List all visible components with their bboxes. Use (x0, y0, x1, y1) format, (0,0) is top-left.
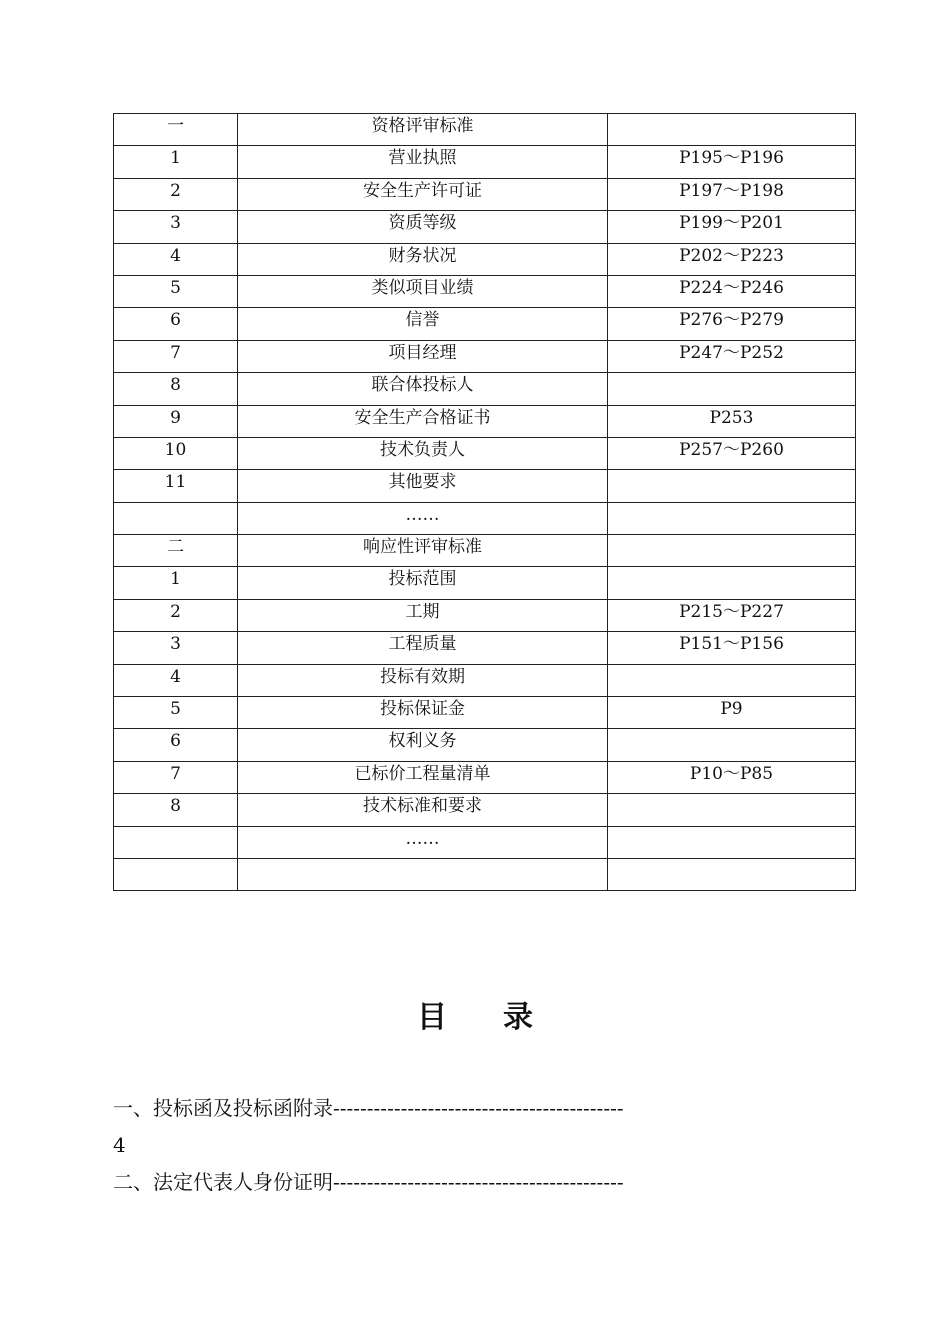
item-name-cell: 营业执照 (238, 146, 608, 178)
item-name-cell: 安全生产许可证 (238, 178, 608, 210)
item-name-cell: 投标有效期 (238, 664, 608, 696)
item-name-cell: 技术负责人 (238, 437, 608, 469)
table-row (114, 243, 856, 275)
row-number-cell: 一 (114, 114, 238, 146)
row-number-cell: 5 (114, 697, 238, 729)
table-row (114, 275, 856, 307)
toc-title: 目录 (417, 1000, 589, 1035)
row-number-cell: 1 (114, 567, 238, 599)
table-row (114, 373, 856, 405)
item-name-cell: 联合体投标人 (238, 373, 608, 405)
page-range-cell (608, 826, 856, 858)
row-number-cell: 4 (114, 243, 238, 275)
page-range-cell: P224～P246 (608, 275, 856, 307)
item-name-cell: …… (238, 826, 608, 858)
item-name-cell: 技术标准和要求 (238, 794, 608, 826)
item-name-cell: 资格评审标准 (238, 114, 608, 146)
page-range-cell: P10～P85 (608, 761, 856, 793)
table-body (114, 114, 856, 891)
row-number-cell: 7 (114, 761, 238, 793)
row-number-cell: 11 (114, 470, 238, 502)
row-number-cell: 9 (114, 405, 238, 437)
item-name-cell: 财务状况 (238, 243, 608, 275)
row-number-cell: 3 (114, 211, 238, 243)
row-number-cell (114, 502, 238, 534)
item-name-cell: …… (238, 502, 608, 534)
table-row (114, 697, 856, 729)
page-range-cell: P247～P252 (608, 340, 856, 372)
row-number-cell: 8 (114, 794, 238, 826)
table-row (114, 567, 856, 599)
table-row (114, 146, 856, 178)
page-range-cell (608, 535, 856, 567)
item-name-cell: 投标保证金 (238, 697, 608, 729)
item-name-cell: 投标范围 (238, 567, 608, 599)
table-row (114, 535, 856, 567)
toc-entry[interactable] (113, 1090, 843, 1127)
item-name-cell: 已标价工程量清单 (238, 761, 608, 793)
toc-list (113, 1090, 843, 1201)
table-row (114, 405, 856, 437)
page-range-cell (608, 470, 856, 502)
page-range-cell: P195～P196 (608, 146, 856, 178)
page-range-cell: P151～P156 (608, 632, 856, 664)
table-row (114, 794, 856, 826)
toc-entry-leader: ------------------------------------------- (333, 1096, 624, 1120)
row-number-cell: 5 (114, 275, 238, 307)
table-row (114, 437, 856, 469)
row-number-cell: 2 (114, 178, 238, 210)
table-row (114, 858, 856, 890)
toc-entry-page-number: 4 (113, 1133, 126, 1157)
table-row (114, 664, 856, 696)
table-row (114, 599, 856, 631)
toc-entry-label: 一、投标函及投标函附录 (113, 1096, 333, 1120)
row-number-cell: 3 (114, 632, 238, 664)
page-range-cell: P215～P227 (608, 599, 856, 631)
row-number-cell: 10 (114, 437, 238, 469)
row-number-cell: 7 (114, 340, 238, 372)
toc-entry-label: 二、法定代表人身份证明 (113, 1170, 333, 1194)
item-name-cell: 安全生产合格证书 (238, 405, 608, 437)
table-row (114, 729, 856, 761)
item-name-cell: 响应性评审标准 (238, 535, 608, 567)
page-range-cell (608, 502, 856, 534)
row-number-cell (114, 826, 238, 858)
row-number-cell: 4 (114, 664, 238, 696)
toc-entry-leader: ------------------------------------------- (333, 1170, 624, 1194)
table-row (114, 502, 856, 534)
table-row (114, 826, 856, 858)
table-row (114, 178, 856, 210)
page-range-cell: P199～P201 (608, 211, 856, 243)
table-row (114, 114, 856, 146)
row-number-cell: 8 (114, 373, 238, 405)
page-range-cell (608, 567, 856, 599)
item-name-cell: 类似项目业绩 (238, 275, 608, 307)
item-name-cell: 项目经理 (238, 340, 608, 372)
row-number-cell: 6 (114, 729, 238, 761)
item-name-cell: 工程质量 (238, 632, 608, 664)
row-number-cell: 1 (114, 146, 238, 178)
page-range-cell (608, 858, 856, 890)
page-range-cell: P9 (608, 697, 856, 729)
page-range-cell: P276～P279 (608, 308, 856, 340)
page-range-cell: P257～P260 (608, 437, 856, 469)
table-row (114, 470, 856, 502)
item-name-cell: 工期 (238, 599, 608, 631)
page-range-cell (608, 114, 856, 146)
page-range-cell: P202～P223 (608, 243, 856, 275)
table-row (114, 308, 856, 340)
table-row (114, 761, 856, 793)
item-name-cell: 权利义务 (238, 729, 608, 761)
item-name-cell: 信誉 (238, 308, 608, 340)
table-row (114, 632, 856, 664)
page-range-cell: P197～P198 (608, 178, 856, 210)
page-range-cell (608, 729, 856, 761)
toc-entry[interactable] (113, 1164, 843, 1201)
page-range-cell (608, 664, 856, 696)
item-name-cell: 其他要求 (238, 470, 608, 502)
page-range-cell: P253 (608, 405, 856, 437)
row-number-cell: 2 (114, 599, 238, 631)
row-number-cell: 6 (114, 308, 238, 340)
item-name-cell (238, 858, 608, 890)
page-range-cell (608, 794, 856, 826)
page-range-cell (608, 373, 856, 405)
table-row (114, 340, 856, 372)
review-criteria-table (113, 113, 856, 891)
item-name-cell: 资质等级 (238, 211, 608, 243)
table-row (114, 211, 856, 243)
row-number-cell (114, 858, 238, 890)
row-number-cell: 二 (114, 535, 238, 567)
